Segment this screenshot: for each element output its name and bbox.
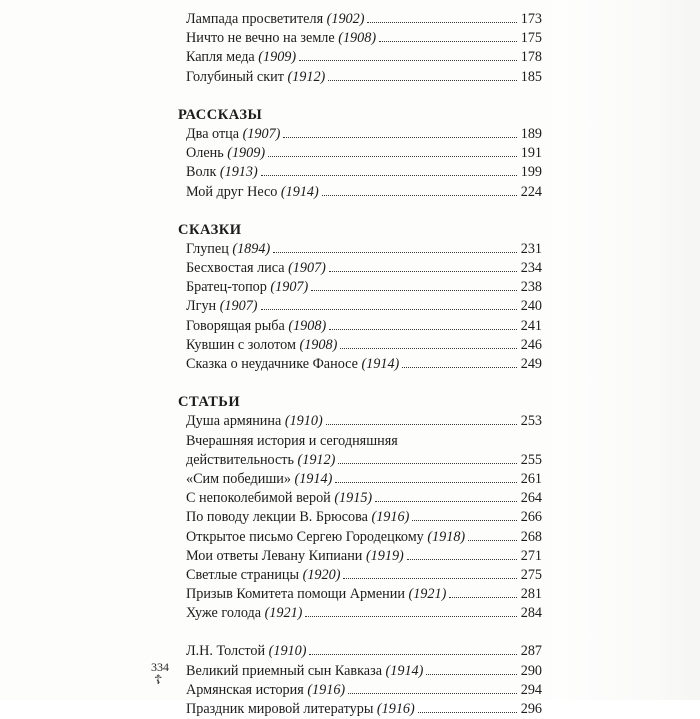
section-gap — [178, 374, 542, 393]
toc-entry — [178, 278, 542, 297]
toc-entry-title — [186, 566, 340, 585]
toc-entry-year: (1914) — [361, 356, 400, 372]
dot-leader — [261, 165, 517, 177]
toc-entry-title — [186, 278, 308, 297]
section-heading: СТАТЬИ — [178, 394, 241, 411]
toc-entry-name: Праздник мировой литературы — [186, 701, 374, 717]
toc-entry-name: Светлые страницы — [186, 566, 300, 583]
dot-leader — [326, 414, 517, 426]
toc-entry-name: По поводу лекции В. Брюсова — [186, 509, 368, 526]
dot-leader — [379, 31, 517, 43]
toc-entry-title — [186, 700, 415, 719]
toc-entry — [178, 125, 542, 144]
toc-entry-title — [186, 163, 258, 182]
toc-entry-name: «Сим победиши» — [186, 470, 291, 487]
toc-entry-year: (1909) — [227, 145, 266, 162]
toc-entry — [178, 508, 542, 527]
toc-entry-title — [186, 10, 364, 29]
toc-entry-title — [186, 48, 296, 67]
toc-entry-title — [186, 662, 423, 681]
toc-entry-name: Кувшин с золотом — [186, 336, 296, 353]
toc-entry-name: Мои ответы Левану Кипиани — [186, 547, 363, 564]
toc-entry-name: Волк — [186, 164, 217, 181]
dot-leader — [367, 11, 517, 23]
toc-entry — [178, 336, 542, 355]
section-gap — [178, 623, 542, 642]
toc-entry — [178, 681, 542, 700]
toc-entry — [178, 451, 542, 470]
toc-entry-name: Братец-топор — [186, 279, 267, 296]
toc-entry-page: 173 — [520, 11, 542, 27]
toc-entry — [178, 489, 542, 508]
dot-leader — [412, 510, 517, 522]
toc-entry-title — [186, 604, 302, 623]
toc-entry-name: Призыв Комитета помощи Армении — [186, 586, 405, 603]
dot-leader — [340, 337, 517, 349]
toc-entry — [178, 547, 542, 566]
toc-entry-page: 266 — [520, 509, 542, 526]
toc-entry — [178, 604, 542, 623]
toc-entry-name: Два отца — [186, 125, 240, 142]
toc-entry-page: 284 — [520, 605, 542, 622]
toc-entry-name: Олень — [186, 145, 224, 162]
toc-entry-year: (1910) — [284, 413, 323, 430]
dot-leader — [348, 682, 517, 694]
toc-entry-year: (1912) — [287, 68, 326, 85]
toc-entry-page: 178 — [520, 49, 542, 66]
toc-entry — [178, 412, 542, 431]
dot-leader — [468, 529, 517, 541]
toc-entry-page: 238 — [520, 279, 542, 296]
dot-leader — [268, 145, 517, 157]
toc-entry-title — [186, 355, 399, 374]
section-heading: СКАЗКИ — [178, 221, 242, 238]
dot-leader — [305, 606, 517, 618]
toc-entry-title — [186, 183, 319, 202]
toc-entry-year: (1921) — [264, 605, 303, 622]
dot-leader — [418, 701, 517, 713]
toc-entry-page: 240 — [520, 298, 542, 315]
toc-entry-name: Хуже голода — [186, 605, 262, 622]
dot-leader — [449, 586, 517, 598]
toc-entry-page: 191 — [520, 145, 542, 162]
toc-entry — [178, 259, 542, 278]
toc-entry-title — [186, 297, 258, 316]
toc-entry-name: Великий приемный сын Кавказа — [186, 662, 382, 679]
toc-entry-title — [186, 451, 335, 470]
toc-entry-page: 234 — [520, 260, 542, 277]
toc-entry-page: 264 — [520, 490, 542, 507]
toc-entry — [178, 470, 542, 489]
toc-entry — [178, 240, 542, 259]
toc-entry-title — [186, 412, 323, 431]
toc-entry-year: (1914) — [294, 470, 333, 487]
toc-entry-page: 231 — [520, 240, 542, 257]
toc-entry-name: Глупец — [186, 240, 229, 257]
toc-entry-title — [186, 508, 409, 527]
dot-leader — [335, 471, 517, 483]
toc-entry-page: 189 — [520, 125, 542, 142]
toc-entry-page: 249 — [520, 356, 542, 372]
toc-entry — [178, 297, 542, 316]
toc-entry-year: (1916) — [307, 681, 346, 698]
toc-entry-page: 185 — [520, 68, 542, 85]
toc-entry-page: 271 — [520, 547, 542, 564]
toc-entry-page: 224 — [520, 183, 542, 200]
toc-entry-page: 287 — [520, 643, 542, 660]
toc-entry-title — [186, 489, 372, 508]
toc-entry-year: (1907) — [219, 298, 258, 315]
toc-entry-page: 268 — [520, 528, 542, 545]
toc-entry — [178, 48, 542, 67]
toc-entry-title — [186, 259, 326, 278]
toc-entry-title — [186, 125, 280, 144]
toc-entry — [178, 642, 542, 661]
toc-entry-page: 253 — [520, 413, 542, 430]
toc-entry — [178, 662, 542, 681]
toc-entry-title-line: Вчерашняя история и сегодняшняя — [186, 432, 398, 449]
dot-leader — [375, 490, 517, 502]
toc-entry-year: (1908) — [288, 317, 327, 334]
toc-entry — [178, 700, 542, 719]
toc-entry-page: 294 — [520, 681, 542, 698]
dot-leader — [283, 126, 517, 138]
toc-entry-year: (1908) — [299, 336, 338, 353]
toc-entry-page: 175 — [520, 30, 542, 47]
dot-leader — [328, 69, 517, 81]
toc-entry-name: Сказка о неудачнике Фаносе — [186, 356, 358, 372]
section-gap — [178, 87, 542, 106]
toc-entry-name: действительность — [186, 451, 294, 468]
toc-entry-page: 241 — [520, 317, 542, 334]
page-number: 334 — [151, 660, 169, 674]
toc-entry-year: (1914) — [280, 183, 319, 200]
toc-entry-year: (1894) — [232, 240, 271, 257]
toc-entry-page: 296 — [520, 701, 542, 717]
toc-entry-year: (1910) — [268, 643, 307, 660]
toc-entry-year: (1912) — [297, 451, 336, 468]
toc-entry-title — [186, 642, 306, 661]
toc-entry-year: (1916) — [376, 701, 415, 717]
dot-leader — [338, 452, 517, 464]
toc-entry-page: 275 — [520, 566, 542, 583]
toc-entry-name: Капля меда — [186, 49, 255, 66]
toc-entry-name: Л.Н. Толстой — [186, 643, 266, 660]
toc-entry-title — [186, 68, 325, 87]
dot-leader — [343, 567, 517, 579]
toc-entry-title — [186, 240, 270, 259]
toc-entry-year: (1913) — [219, 164, 258, 181]
toc-entry-page: 290 — [520, 662, 542, 679]
dot-leader — [273, 241, 517, 253]
toc-entry — [178, 183, 542, 202]
toc-entry — [178, 68, 542, 87]
dot-leader — [311, 280, 517, 292]
toc-entry-name: С непоколебимой верой — [186, 490, 331, 507]
toc-entry-year: (1907) — [288, 260, 326, 277]
toc-entry-title — [186, 681, 345, 700]
dot-leader — [329, 260, 517, 272]
toc-entry-title — [186, 547, 404, 566]
toc-entry-year: (1921) — [408, 586, 447, 603]
dot-leader — [322, 184, 517, 196]
toc-entry-title — [186, 144, 265, 163]
toc-entry-name: Открытое письмо Сергею Городецкому — [186, 528, 424, 545]
toc-entry-title — [186, 470, 332, 489]
toc-entry — [178, 10, 542, 29]
dot-leader — [426, 663, 517, 675]
toc-entry-name: Армянская история — [186, 681, 304, 698]
toc-entry — [178, 317, 542, 336]
toc-entry-name: Бесхвостая лиса — [186, 260, 285, 277]
toc-entry — [178, 144, 542, 163]
toc-entry-name: Говорящая рыба — [186, 317, 285, 334]
toc-entry-year: (1907) — [242, 125, 281, 142]
toc-entry-title — [186, 29, 376, 48]
toc-entry-name: Лампада просветителя — [186, 11, 324, 27]
toc-entry-year: (1907) — [270, 279, 309, 296]
dot-leader — [329, 318, 517, 330]
page-shadow — [552, 0, 700, 700]
toc-entry-title — [186, 585, 446, 604]
toc-entry-name: Голубиный скит — [186, 68, 284, 85]
dot-leader — [299, 50, 517, 62]
toc-entry-name: Мой друг Несо — [186, 183, 278, 200]
toc-entry-title — [186, 528, 465, 547]
toc-entry-year: (1902) — [326, 11, 365, 27]
toc-entry-title — [186, 317, 326, 336]
toc-entry — [178, 163, 542, 182]
toc-entry-name: Душа армянина — [186, 413, 282, 430]
toc-entry-year: (1909) — [258, 49, 297, 66]
toc-entry-year: (1915) — [334, 490, 373, 507]
table-of-contents — [178, 10, 542, 719]
dot-leader — [402, 356, 517, 368]
dot-leader — [407, 548, 517, 560]
section-heading: РАССКАЗЫ — [178, 106, 263, 123]
toc-entry-year: (1916) — [371, 509, 410, 526]
toc-entry-page: 246 — [520, 336, 542, 353]
toc-entry-year: (1914) — [385, 662, 424, 679]
toc-entry — [178, 29, 542, 48]
section-gap — [178, 202, 542, 221]
dot-leader — [309, 644, 517, 656]
toc-entry — [178, 566, 542, 585]
toc-entry-title — [186, 336, 337, 355]
toc-entry-year: (1908) — [338, 30, 377, 47]
toc-entry-page: 255 — [520, 451, 542, 468]
toc-entry-page: 261 — [520, 470, 542, 487]
toc-entry — [178, 528, 542, 547]
toc-entry — [178, 355, 542, 374]
toc-entry-name: Лгун — [186, 298, 217, 315]
toc-entry — [178, 585, 542, 604]
toc-entry-year: (1918) — [427, 528, 466, 545]
toc-entry-page: 281 — [520, 586, 542, 603]
toc-entry-page: 199 — [520, 164, 542, 181]
toc-entry-name: Ничто не вечно на земле — [186, 30, 335, 47]
ornament-icon: ☦ — [154, 672, 163, 687]
dot-leader — [261, 299, 517, 311]
toc-entry-year: (1919) — [365, 547, 404, 564]
toc-entry-year: (1920) — [302, 566, 341, 583]
